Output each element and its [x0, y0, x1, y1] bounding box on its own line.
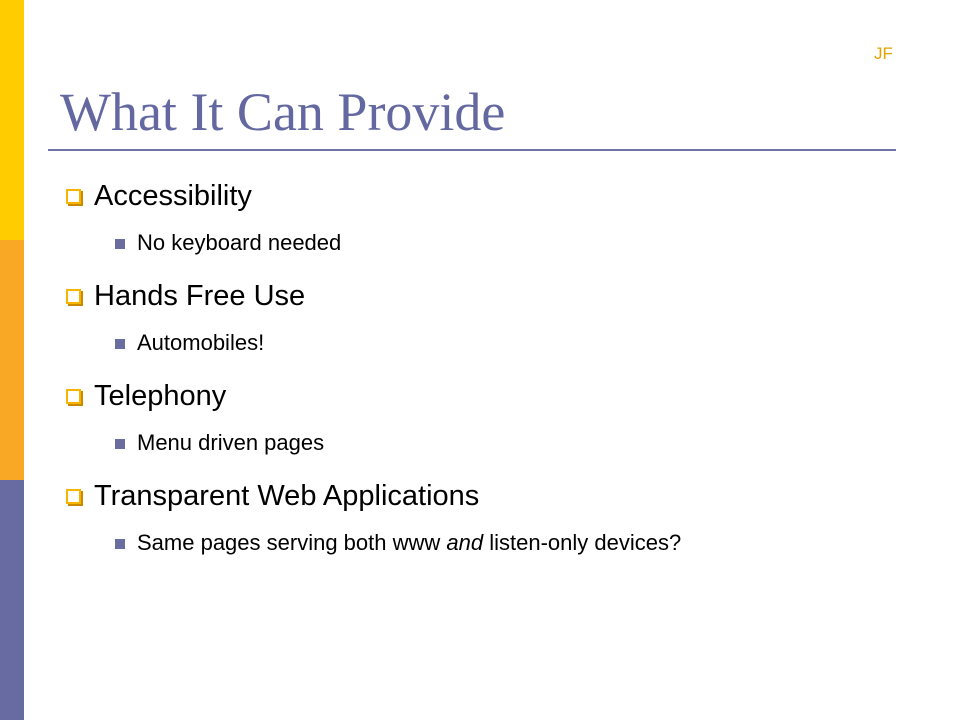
bullet-label: Telephony: [94, 380, 227, 412]
sub-bullet-automobiles: [60, 327, 880, 359]
left-strip-orange: [0, 240, 24, 480]
sub-bullet-same-pages: [60, 527, 880, 559]
bullet-hands-free-use: [60, 276, 880, 316]
sub-bullet-emphasis: and: [446, 530, 484, 555]
filled-square-icon: [115, 539, 125, 549]
hollow-square-icon: [66, 489, 81, 504]
hollow-square-icon: [66, 389, 81, 404]
sub-bullet-text-after: listen-only devices?: [483, 530, 682, 555]
bullet-label: Accessibility: [94, 180, 252, 212]
sub-bullet-label: Menu driven pages: [137, 430, 325, 455]
filled-square-icon: [115, 439, 125, 449]
corner-note: JF: [874, 44, 893, 63]
sub-bullet-text-before: Same pages serving both www: [137, 530, 447, 555]
hollow-square-icon: [66, 289, 81, 304]
bullet-accessibility: [60, 176, 880, 216]
slide-title: What It Can Provide: [60, 82, 506, 142]
bullet-telephony: [60, 376, 880, 416]
sub-bullet-menu-driven-pages: [60, 427, 880, 459]
filled-square-icon: [115, 239, 125, 249]
hollow-square-icon: [66, 189, 81, 204]
left-strip-yellow: [0, 0, 24, 240]
sub-bullet-no-keyboard: [60, 227, 880, 259]
sub-bullet-label: No keyboard needed: [137, 230, 342, 255]
bullet-label: Hands Free Use: [94, 280, 306, 312]
bullet-list: [60, 176, 880, 559]
bullet-label: Transparent Web Applications: [94, 480, 480, 512]
sub-bullet-label: [137, 527, 837, 559]
title-divider: [48, 149, 896, 151]
sub-bullet-label: Automobiles!: [137, 330, 265, 355]
bullet-transparent-web-applications: [60, 476, 880, 516]
filled-square-icon: [115, 339, 125, 349]
left-strip-purple: [0, 480, 24, 720]
